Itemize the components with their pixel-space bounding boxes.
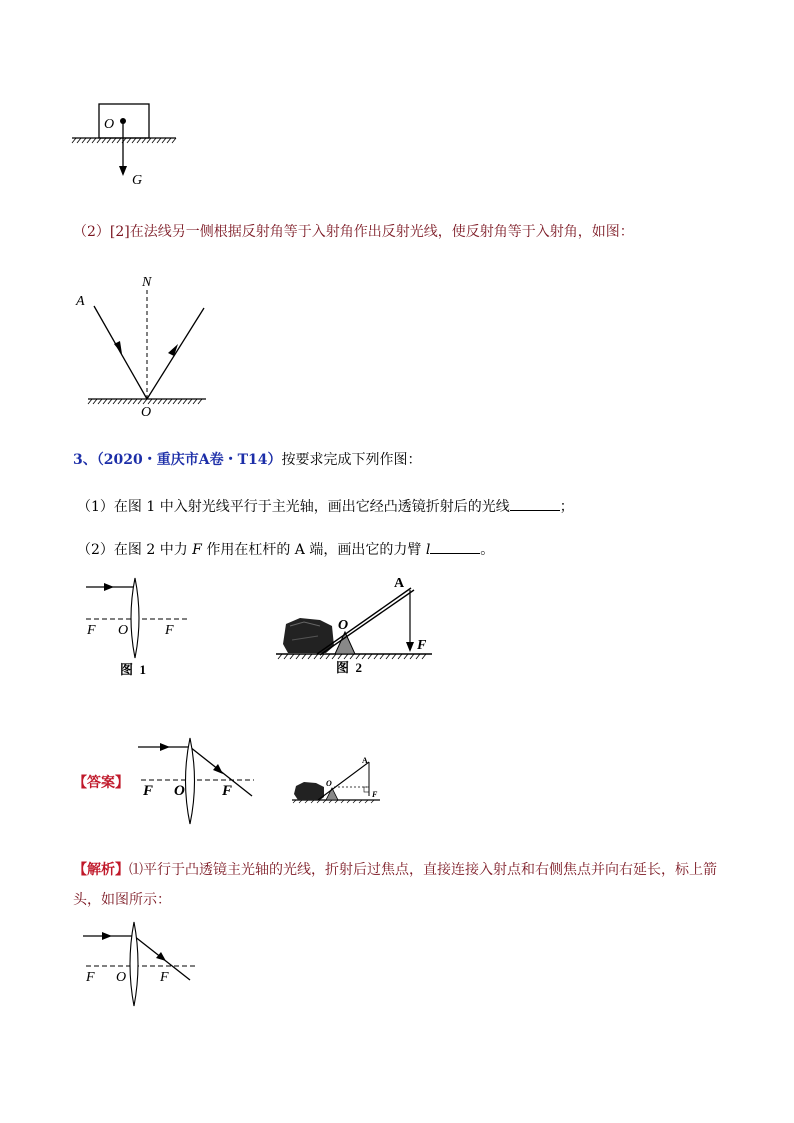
- label-o: O: [104, 117, 115, 132]
- answer-figure-1: [136, 738, 261, 828]
- label-o: O: [118, 623, 129, 638]
- arm-symbol: l: [425, 542, 431, 558]
- label-f-left: F: [143, 783, 154, 799]
- analysis-figure: [80, 922, 205, 1012]
- part2-end: 。: [480, 542, 495, 558]
- label-a: A: [76, 294, 85, 309]
- label-a: A: [362, 756, 368, 765]
- analysis-label: 【解析】: [73, 862, 129, 878]
- figure-caption: 图 1: [120, 662, 147, 677]
- label-o: O: [141, 405, 152, 420]
- label-o: O: [326, 779, 332, 788]
- analysis-paragraph: [73, 855, 723, 915]
- label-f-right: F: [160, 970, 169, 985]
- question-3-part2: [77, 539, 494, 559]
- label-f-left: F: [87, 623, 96, 638]
- label-f-right: F: [165, 623, 174, 638]
- part1-text: （1）在图 1 中入射光线平行于主光轴，画出它经凸透镜折射后的光线: [77, 499, 510, 515]
- figure-2-lever: [274, 574, 444, 679]
- label-g: G: [132, 173, 143, 188]
- force-symbol: F: [192, 542, 202, 558]
- label-n: N: [142, 275, 152, 290]
- label-f-right: F: [222, 783, 233, 799]
- reflection-figure: [70, 268, 220, 418]
- answer-blank[interactable]: [430, 539, 480, 554]
- label-o: O: [174, 783, 185, 799]
- analysis-text: ⑴平行于凸透镜主光轴的光线，折射后过焦点，直接连接入射点和右侧焦点并向右延长，标上箭头，如图所示：: [73, 862, 717, 908]
- question-3-part1: [77, 496, 574, 516]
- part2-text-a: （2）在图 2 中力: [77, 542, 193, 558]
- answer-blank[interactable]: [510, 496, 560, 511]
- gravity-figure: [70, 100, 180, 190]
- label-a: A: [394, 576, 405, 591]
- part1-end: ；: [559, 499, 574, 515]
- answer-label: 【答案】: [73, 775, 129, 791]
- question-source: （2020・重庆市A卷・T14）: [96, 452, 282, 468]
- label-o: O: [116, 970, 127, 985]
- answer-figure-2: [290, 756, 385, 806]
- figure-1-lens: [80, 578, 200, 678]
- label-f-left: F: [86, 970, 95, 985]
- label-f: F: [372, 790, 378, 799]
- label-o: O: [338, 618, 349, 633]
- part2-text-b: 作用在杠杆的 A 端，画出它的力臂: [201, 542, 426, 558]
- question-instruction: 按要求完成下列作图：: [281, 452, 422, 468]
- question-number: 3、: [73, 452, 97, 468]
- label-f: F: [417, 638, 427, 653]
- part2-text: （2）[2]在法线另一侧根据反射角等于入射角作出反射光线，使反射角等于入射角，如图：: [73, 224, 634, 240]
- figure-caption: 图 2: [336, 660, 363, 675]
- question-3-heading: [73, 449, 421, 469]
